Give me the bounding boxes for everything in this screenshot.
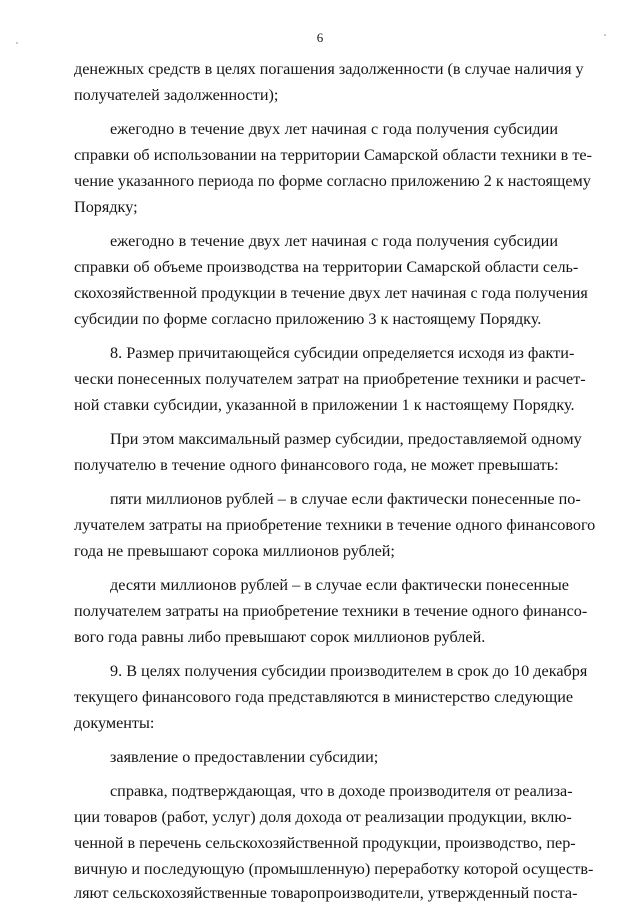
text-line: получателем затраты на приобретение техники в течение одного финансо- bbox=[74, 602, 588, 620]
text-line: ежегодно в течение двух лет начиная с года получения субсидии bbox=[110, 120, 558, 138]
text-line: чески понесенных получателем затрат на приобретение техники и расчет- bbox=[74, 370, 586, 388]
text-line: справка, подтверждающая, что в доходе производителя от реализа- bbox=[110, 782, 573, 800]
text-line: документы: bbox=[74, 714, 155, 732]
page-number: 6 bbox=[316, 30, 324, 45]
text-line: вого года равны либо превышают сорок миллионов рублей. bbox=[74, 628, 486, 646]
text-line: текущего финансового года представляются в министерство следующие bbox=[74, 688, 574, 706]
text-line: денежных средств в целях погашения задолженности (в случае наличия у bbox=[74, 60, 584, 78]
scan-speck bbox=[604, 34, 606, 36]
text-line: ежегодно в течение двух лет начиная с года получения субсидии bbox=[110, 232, 558, 250]
text-line: лучателем затраты на приобретение техники в течение одного финансового bbox=[74, 516, 596, 534]
text-line: заявление о предоставлении субсидии; bbox=[110, 748, 379, 766]
text-line: пяти миллионов рублей – в случае если фактически понесенные по- bbox=[110, 490, 581, 508]
text-line: скохозяйственной продукции в течение двух лет начиная с года получения bbox=[74, 284, 588, 302]
text-line: получателей задолженности); bbox=[74, 86, 279, 104]
text-line: получателю в течение одного финансового года, не может превышать: bbox=[74, 456, 559, 474]
text-line: ченной в перечень сельскохозяйственной продукции, производство, пер- bbox=[74, 834, 576, 852]
text-line: ляют сельскохозяйственные товаропроизводители, утвержденный поста- bbox=[74, 884, 578, 902]
text-line: 8. Размер причитающейся субсидии определяется исходя из факти- bbox=[110, 344, 575, 362]
text-line: субсидии по форме согласно приложению 3 к настоящему Порядку. bbox=[74, 310, 542, 328]
text-line: ции товаров (работ, услуг) доля дохода от реализации продукции, вклю- bbox=[74, 808, 572, 826]
text-line: чение указанного периода по форме согласно приложению 2 к настоящему bbox=[74, 172, 591, 190]
text-line: года не превышают сорока миллионов рублей; bbox=[74, 542, 395, 560]
text-line: 9. В целях получения субсидии производителем в срок до 10 декабря bbox=[110, 662, 588, 680]
text-line: вичную и последующую (промышленную) переработку которой осуществ- bbox=[74, 860, 594, 878]
text-line: При этом максимальный размер субсидии, предоставляемой одному bbox=[110, 430, 582, 448]
text-line: Порядку; bbox=[74, 198, 138, 216]
text-line: справки об использовании на территории Самарской области техники в те- bbox=[74, 146, 592, 164]
text-line: десяти миллионов рублей – в случае если фактически понесенные bbox=[110, 576, 569, 594]
text-line: ной ставки субсидии, указанной в приложении 1 к настоящему Порядку. bbox=[74, 396, 575, 414]
scan-speck bbox=[16, 42, 18, 44]
text-line: справки об объеме производства на территории Самарской области сель- bbox=[74, 258, 579, 276]
